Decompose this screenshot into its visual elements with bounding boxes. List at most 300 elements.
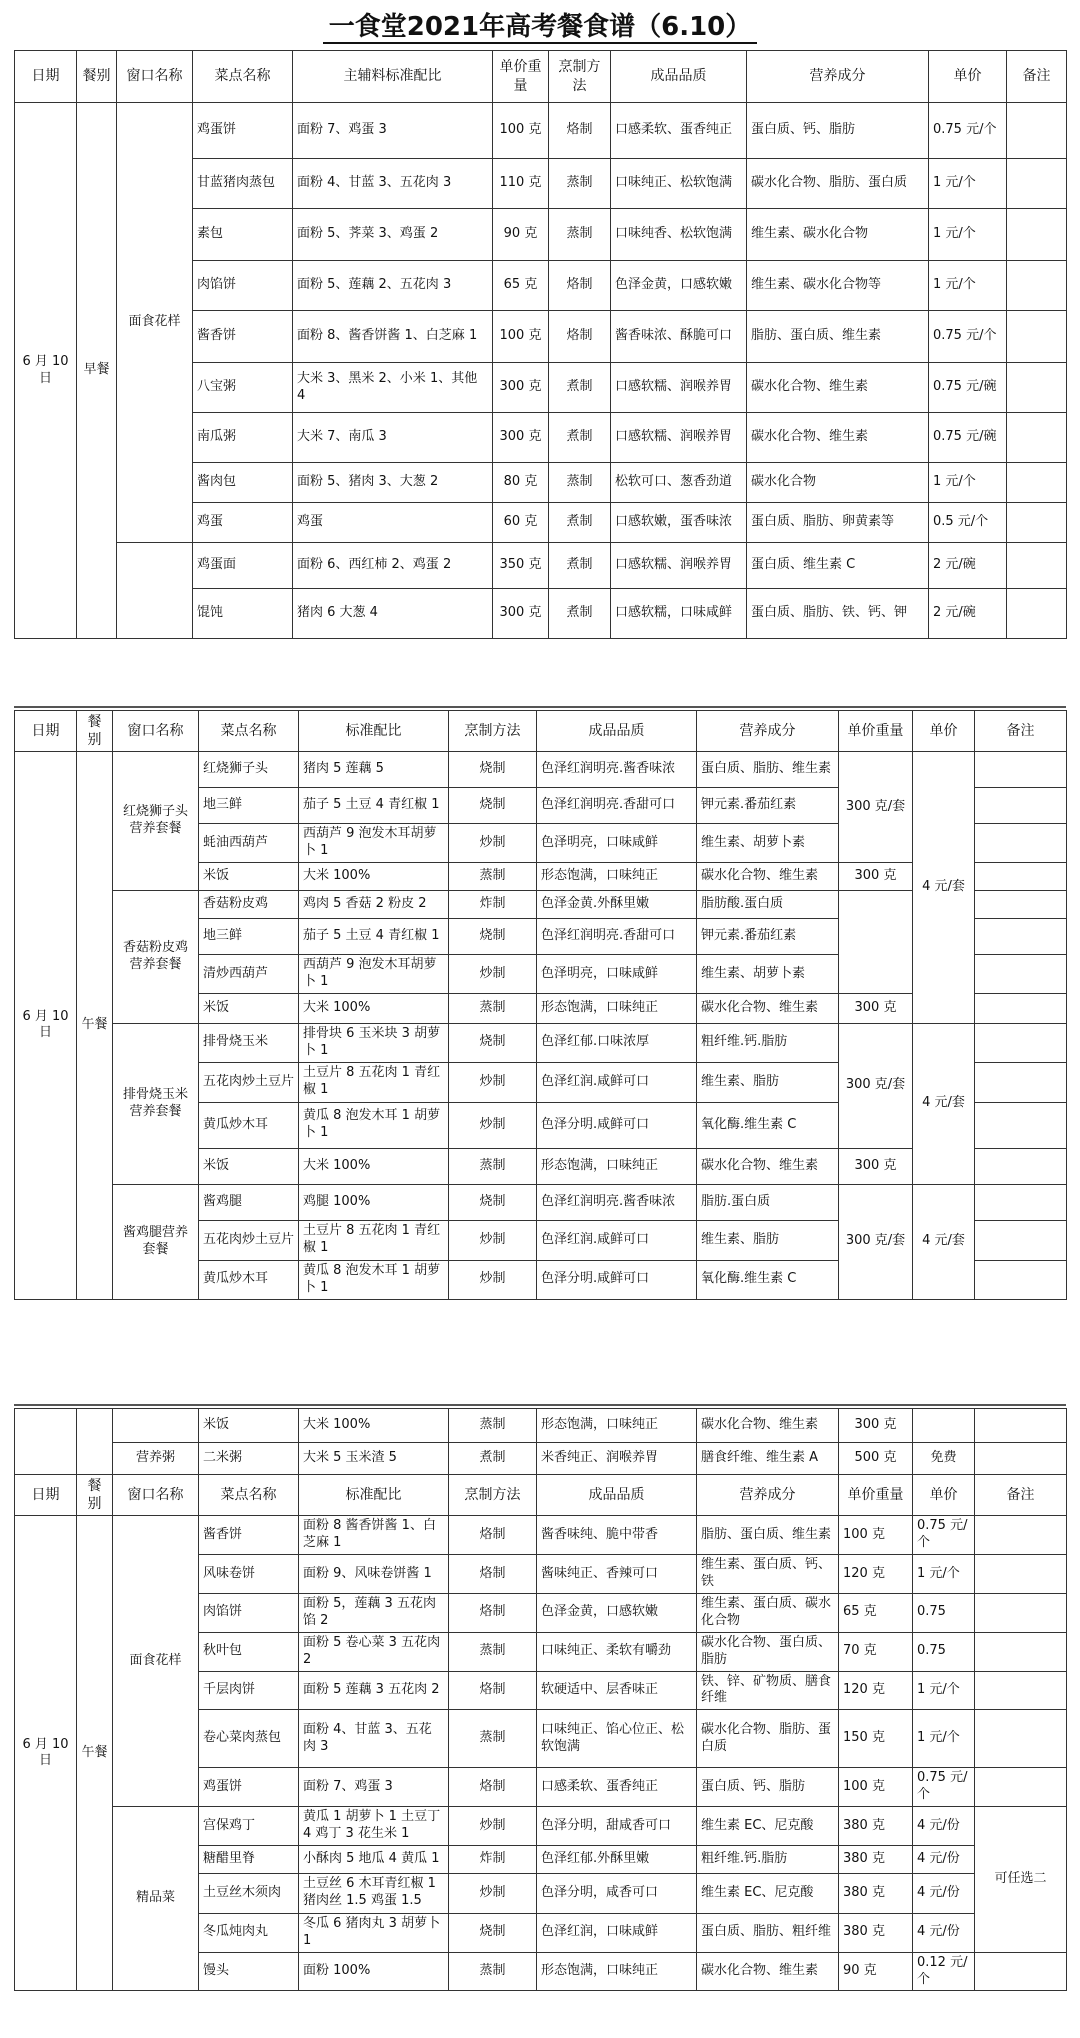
price: 0.75 元/个 <box>913 1768 975 1807</box>
dish-name: 秋叶包 <box>199 1632 299 1671</box>
remark <box>975 891 1067 919</box>
quality: 口感柔软、蛋香纯正 <box>537 1768 697 1807</box>
cook-method: 蒸制 <box>549 159 611 209</box>
cook-method: 烧制 <box>449 1023 537 1062</box>
column-header: 餐别 <box>77 51 117 103</box>
quality: 形态饱满，口味纯正 <box>537 1409 697 1443</box>
dish-name: 千层肉饼 <box>199 1671 299 1710</box>
column-header: 营养成分 <box>697 711 839 752</box>
weight: 150 克 <box>839 1710 913 1768</box>
remark <box>975 1443 1067 1475</box>
ingredients: 面粉 9、风味卷饼酱 1 <box>299 1555 449 1594</box>
nutrition: 维生素、碳水化合物等 <box>747 261 929 311</box>
weight: 70 克 <box>839 1632 913 1671</box>
dish-name: 米饭 <box>199 863 299 891</box>
nutrition: 铁、锌、矿物质、膳食纤维 <box>697 1671 839 1710</box>
dish-name: 肉馅饼 <box>199 1593 299 1632</box>
dish-name: 清炒西葫芦 <box>199 955 299 994</box>
window-cell: 精品菜 <box>113 1807 199 1991</box>
cook-method: 烧制 <box>449 1184 537 1220</box>
remark <box>1007 209 1067 261</box>
remark <box>975 1710 1067 1768</box>
cook-method: 煮制 <box>549 589 611 639</box>
weight: 100 克 <box>493 311 549 363</box>
cook-method: 蒸制 <box>449 1952 537 1991</box>
cook-method: 蒸制 <box>449 993 537 1023</box>
quality: 色泽明亮，口味咸鲜 <box>537 824 697 863</box>
table-row <box>15 1184 1067 1220</box>
ingredients: 大米 100% <box>299 993 449 1023</box>
nutrition: 脂肪、蛋白质、维生素 <box>747 311 929 363</box>
quality: 色泽金黄.外酥里嫩 <box>537 891 697 919</box>
lunch-set-table <box>14 710 1067 1300</box>
quality: 口感软糯、润喉养胃 <box>611 413 747 463</box>
remark <box>975 1023 1067 1062</box>
dish-name: 香菇粉皮鸡 <box>199 891 299 919</box>
price: 0.75 <box>913 1593 975 1632</box>
cook-method: 蒸制 <box>549 463 611 503</box>
cook-method: 炒制 <box>449 1807 537 1846</box>
cook-method: 烙制 <box>449 1516 537 1555</box>
price: 0.75 元/个 <box>929 103 1007 159</box>
ingredients: 猪肉 5 莲藕 5 <box>299 752 449 788</box>
remark <box>1007 503 1067 543</box>
column-header: 日期 <box>15 711 77 752</box>
column-header: 备注 <box>975 711 1067 752</box>
table-row <box>15 1807 1067 1846</box>
weight: 300 克 <box>839 1409 913 1443</box>
nutrition: 碳水化合物、维生素 <box>697 863 839 891</box>
column-header: 菜点名称 <box>199 1475 299 1516</box>
nutrition: 钾元素.番茄红素 <box>697 919 839 955</box>
cook-method: 炒制 <box>449 824 537 863</box>
table-row <box>15 1516 1067 1555</box>
column-header: 单价 <box>929 51 1007 103</box>
column-header: 单价重量 <box>839 1475 913 1516</box>
dish-name: 米饭 <box>199 1148 299 1184</box>
column-header: 窗口名称 <box>117 51 193 103</box>
column-header: 主辅料标准配比 <box>293 51 493 103</box>
column-header: 单价重量 <box>493 51 549 103</box>
quality: 软硬适中、层香味正 <box>537 1671 697 1710</box>
price: 0.5 元/个 <box>929 503 1007 543</box>
remark <box>975 919 1067 955</box>
dish-name: 馒头 <box>199 1952 299 1991</box>
remark <box>1007 589 1067 639</box>
column-header: 成品品质 <box>537 1475 697 1516</box>
ingredients: 大米 100% <box>299 1409 449 1443</box>
cook-method: 炒制 <box>449 955 537 994</box>
meal-cell: 早餐 <box>77 103 117 639</box>
section-divider <box>14 1404 1066 1406</box>
ingredients: 大米 5 玉米渣 5 <box>299 1443 449 1475</box>
column-header: 营养成分 <box>697 1475 839 1516</box>
ingredients: 面粉 5 卷心菜 3 五花肉 2 <box>299 1632 449 1671</box>
ingredients: 土豆片 8 五花肉 1 青红椒 1 <box>299 1220 449 1260</box>
table-row <box>15 1409 1067 1443</box>
remark <box>975 863 1067 891</box>
price: 0.75 元/个 <box>913 1516 975 1555</box>
nutrition: 碳水化合物、维生素 <box>747 363 929 413</box>
remark <box>975 1632 1067 1671</box>
cook-method: 烙制 <box>449 1768 537 1807</box>
dish-name: 酱香饼 <box>193 311 293 363</box>
remark <box>975 1184 1067 1220</box>
dish-name: 蚝油西葫芦 <box>199 824 299 863</box>
page-title: 一食堂2021年高考餐食谱（6.10） <box>0 6 1080 43</box>
quality: 色泽红润，口味咸鲜 <box>537 1913 697 1952</box>
date-cell: 6 月 10 日 <box>15 1516 77 1991</box>
quality: 形态饱满，口味纯正 <box>537 1148 697 1184</box>
window-cell: 排骨烧玉米营养套餐 <box>113 1023 199 1184</box>
weight: 65 克 <box>493 261 549 311</box>
nutrition: 碳水化合物、维生素 <box>747 413 929 463</box>
window-cell: 面食花样 <box>117 103 193 543</box>
column-header: 餐别 <box>77 711 113 752</box>
cook-method: 蒸制 <box>449 863 537 891</box>
quality: 松软可口、葱香劲道 <box>611 463 747 503</box>
ingredients: 猪肉 6 大葱 4 <box>293 589 493 639</box>
table-row <box>15 1023 1067 1062</box>
dish-name: 地三鲜 <box>199 919 299 955</box>
quality: 形态饱满，口味纯正 <box>537 863 697 891</box>
cook-method: 蒸制 <box>449 1632 537 1671</box>
price: 4 元/份 <box>913 1873 975 1913</box>
quality: 酱味纯正、香辣可口 <box>537 1555 697 1594</box>
window-cell <box>113 1409 199 1443</box>
table-header-row <box>15 1475 1067 1516</box>
weight: 65 克 <box>839 1593 913 1632</box>
nutrition: 蛋白质、脂肪、粗纤维 <box>697 1913 839 1952</box>
dish-name: 冬瓜炖肉丸 <box>199 1913 299 1952</box>
column-header: 备注 <box>975 1475 1067 1516</box>
quality: 米香纯正、润喉养胃 <box>537 1443 697 1475</box>
remark <box>975 1952 1067 1991</box>
nutrition: 粗纤维.钙.脂肪 <box>697 1845 839 1873</box>
nutrition: 蛋白质、脂肪、卵黄素等 <box>747 503 929 543</box>
cook-method: 烙制 <box>449 1593 537 1632</box>
dish-name: 黄瓜炒木耳 <box>199 1260 299 1299</box>
set-price: 4 元/套 <box>913 1184 975 1299</box>
cook-method: 烙制 <box>449 1671 537 1710</box>
nutrition: 钾元素.番茄红素 <box>697 788 839 824</box>
nutrition: 碳水化合物、脂肪、蛋白质 <box>697 1710 839 1768</box>
quality: 酱香味纯、脆中带香 <box>537 1516 697 1555</box>
dish-name: 地三鲜 <box>199 788 299 824</box>
window-cell: 酱鸡腿营养套餐 <box>113 1184 199 1299</box>
price: 1 元/个 <box>929 261 1007 311</box>
quality: 口感软糯、润喉养胃 <box>611 363 747 413</box>
meal-cell <box>77 1409 113 1475</box>
quality: 色泽红郁.口味浓厚 <box>537 1023 697 1062</box>
remark <box>975 1102 1067 1148</box>
nutrition: 蛋白质、钙、脂肪 <box>747 103 929 159</box>
cook-method: 煮制 <box>449 1443 537 1475</box>
nutrition: 维生素、胡萝卜素 <box>697 824 839 863</box>
column-header: 窗口名称 <box>113 1475 199 1516</box>
ingredients: 面粉 4、甘蓝 3、五花肉 3 <box>299 1710 449 1768</box>
weight: 110 克 <box>493 159 549 209</box>
price: 1 元/个 <box>913 1671 975 1710</box>
cook-method: 烙制 <box>449 1555 537 1594</box>
ingredients: 面粉 5 莲藕 3 五花肉 2 <box>299 1671 449 1710</box>
column-header: 营养成分 <box>747 51 929 103</box>
dish-name: 糖醋里脊 <box>199 1845 299 1873</box>
price: 1 元/个 <box>913 1555 975 1594</box>
ingredients: 茄子 5 土豆 4 青红椒 1 <box>299 919 449 955</box>
window-cell: 营养粥 <box>113 1443 199 1475</box>
weight: 380 克 <box>839 1845 913 1873</box>
nutrition: 粗纤维.钙.脂肪 <box>697 1023 839 1062</box>
remark <box>1007 363 1067 413</box>
cook-method: 烙制 <box>549 261 611 311</box>
dish-name: 南瓜粥 <box>193 413 293 463</box>
cook-method: 烧制 <box>449 752 537 788</box>
remark <box>1007 103 1067 159</box>
ingredients: 面粉 100% <box>299 1952 449 1991</box>
ingredients: 大米 7、南瓜 3 <box>293 413 493 463</box>
price: 2 元/碗 <box>929 589 1007 639</box>
price: 0.12 元/个 <box>913 1952 975 1991</box>
cook-method: 烧制 <box>449 788 537 824</box>
ingredients: 排骨块 6 玉米块 3 胡萝卜 1 <box>299 1023 449 1062</box>
price: 1 元/个 <box>929 209 1007 261</box>
cook-method: 煮制 <box>549 503 611 543</box>
ingredients: 土豆丝 6 木耳青红椒 1 猪肉丝 1.5 鸡蛋 1.5 <box>299 1873 449 1913</box>
price: 0.75 元/碗 <box>929 413 1007 463</box>
remark <box>975 1768 1067 1807</box>
remark <box>1007 311 1067 363</box>
nutrition: 碳水化合物、维生素 <box>697 1148 839 1184</box>
nutrition: 维生素、脂肪 <box>697 1220 839 1260</box>
set-weight <box>839 891 913 994</box>
quality: 口味纯香、松软饱满 <box>611 209 747 261</box>
remark <box>1007 159 1067 209</box>
dish-name: 二米粥 <box>199 1443 299 1475</box>
dish-name: 酱香饼 <box>199 1516 299 1555</box>
column-header: 标准配比 <box>299 1475 449 1516</box>
dish-name: 鸡蛋面 <box>193 543 293 589</box>
quality: 色泽明亮，口味咸鲜 <box>537 955 697 994</box>
dish-name: 米饭 <box>199 993 299 1023</box>
remark <box>975 1260 1067 1299</box>
quality: 色泽分明，咸香可口 <box>537 1873 697 1913</box>
ingredients: 西葫芦 9 泡发木耳胡萝卜 1 <box>299 824 449 863</box>
remark <box>1007 413 1067 463</box>
ingredients: 面粉 6、西红柿 2、鸡蛋 2 <box>293 543 493 589</box>
date-cell: 6 月 10 日 <box>15 752 77 1299</box>
quality: 酱香味浓、酥脆可口 <box>611 311 747 363</box>
quality: 口感柔软、蛋香纯正 <box>611 103 747 159</box>
nutrition: 碳水化合物、蛋白质、脂肪 <box>697 1632 839 1671</box>
window-cell: 香菇粉皮鸡营养套餐 <box>113 891 199 1024</box>
quality: 色泽分明.咸鲜可口 <box>537 1260 697 1299</box>
date-cell: 6 月 10 日 <box>15 103 77 639</box>
dish-name: 鸡蛋饼 <box>193 103 293 159</box>
price: 0.75 <box>913 1632 975 1671</box>
ingredients: 西葫芦 9 泡发木耳胡萝卜 1 <box>299 955 449 994</box>
nutrition: 氧化酶.维生素 C <box>697 1260 839 1299</box>
ingredients: 黄瓜 1 胡萝卜 1 土豆丁 4 鸡丁 3 花生米 1 <box>299 1807 449 1846</box>
cook-method: 煮制 <box>549 413 611 463</box>
weight: 120 克 <box>839 1555 913 1594</box>
weight: 100 克 <box>493 103 549 159</box>
weight: 120 克 <box>839 1671 913 1710</box>
remark <box>975 1516 1067 1555</box>
column-header: 成品品质 <box>611 51 747 103</box>
cook-method: 煮制 <box>549 543 611 589</box>
ingredients: 鸡肉 5 香菇 2 粉皮 2 <box>299 891 449 919</box>
dish-name: 五花肉炒土豆片 <box>199 1220 299 1260</box>
price: 0.75 元/碗 <box>929 363 1007 413</box>
dish-name: 八宝粥 <box>193 363 293 413</box>
dish-name: 馄饨 <box>193 589 293 639</box>
rice-weight: 300 克 <box>839 1148 913 1184</box>
quality: 口感软糯，口味咸鲜 <box>611 589 747 639</box>
quality: 色泽分明，甜咸香可口 <box>537 1807 697 1846</box>
remark <box>975 752 1067 788</box>
weight: 60 克 <box>493 503 549 543</box>
nutrition: 碳水化合物、维生素 <box>697 1952 839 1991</box>
nutrition: 氧化酶.维生素 C <box>697 1102 839 1148</box>
cook-method: 蒸制 <box>449 1148 537 1184</box>
cook-method: 炒制 <box>449 1260 537 1299</box>
dish-name: 甘蓝猪肉蒸包 <box>193 159 293 209</box>
quality: 色泽金黄，口感软嫩 <box>537 1593 697 1632</box>
nutrition: 碳水化合物、维生素 <box>697 993 839 1023</box>
meal-cell: 午餐 <box>77 752 113 1299</box>
nutrition: 蛋白质、脂肪、铁、钙、钾 <box>747 589 929 639</box>
cook-method: 炒制 <box>449 1102 537 1148</box>
ingredients: 小酥肉 5 地瓜 4 黄瓜 1 <box>299 1845 449 1873</box>
remark <box>975 1220 1067 1260</box>
window-cell: 红烧狮子头营养套餐 <box>113 752 199 891</box>
breakfast-table <box>14 50 1067 639</box>
quality: 口味纯正、松软饱满 <box>611 159 747 209</box>
cook-method: 炸制 <box>449 891 537 919</box>
cook-method: 蒸制 <box>549 209 611 261</box>
dish-name: 宫保鸡丁 <box>199 1807 299 1846</box>
ingredients: 面粉 8、酱香饼酱 1、白芝麻 1 <box>293 311 493 363</box>
weight: 100 克 <box>839 1516 913 1555</box>
weight: 300 克 <box>493 589 549 639</box>
cook-method: 炒制 <box>449 1062 537 1102</box>
weight: 80 克 <box>493 463 549 503</box>
set-weight: 300 克/套 <box>839 752 913 863</box>
set-price: 4 元/套 <box>913 752 975 1024</box>
cook-method: 烧制 <box>449 1913 537 1952</box>
remark <box>975 1593 1067 1632</box>
remark-note: 可任选二 <box>975 1807 1067 1953</box>
ingredients: 面粉 4、甘蓝 3、五花肉 3 <box>293 159 493 209</box>
ingredients: 大米 100% <box>299 863 449 891</box>
quality: 口感软嫩，蛋香味浓 <box>611 503 747 543</box>
nutrition: 维生素、脂肪 <box>697 1062 839 1102</box>
ingredients: 大米 100% <box>299 1148 449 1184</box>
dish-name: 鸡蛋饼 <box>199 1768 299 1807</box>
quality: 色泽红润.咸鲜可口 <box>537 1062 697 1102</box>
dish-name: 五花肉炒土豆片 <box>199 1062 299 1102</box>
ingredients: 面粉 7、鸡蛋 3 <box>299 1768 449 1807</box>
ingredients: 面粉 5，莲藕 3 五花肉馅 2 <box>299 1593 449 1632</box>
weight: 90 克 <box>493 209 549 261</box>
ingredients: 面粉 5、猪肉 3、大葱 2 <box>293 463 493 503</box>
price: 1 元/个 <box>929 159 1007 209</box>
dish-name: 卷心菜肉蒸包 <box>199 1710 299 1768</box>
price: 0.75 元/个 <box>929 311 1007 363</box>
nutrition: 碳水化合物、维生素 <box>697 1409 839 1443</box>
table-header-row <box>15 711 1067 752</box>
remark <box>975 824 1067 863</box>
column-header: 标准配比 <box>299 711 449 752</box>
remark <box>975 1062 1067 1102</box>
remark <box>975 1555 1067 1594</box>
column-header: 餐别 <box>77 1475 113 1516</box>
cook-method: 烙制 <box>549 103 611 159</box>
nutrition: 维生素、碳水化合物 <box>747 209 929 261</box>
quality: 形态饱满，口味纯正 <box>537 1952 697 1991</box>
ingredients: 茄子 5 土豆 4 青红椒 1 <box>299 788 449 824</box>
remark <box>975 788 1067 824</box>
quality: 色泽红润明亮.酱香味浓 <box>537 752 697 788</box>
weight: 300 克 <box>493 413 549 463</box>
nutrition: 维生素 EC、尼克酸 <box>697 1873 839 1913</box>
table-header-row <box>15 51 1067 103</box>
weight: 350 克 <box>493 543 549 589</box>
column-header: 日期 <box>15 1475 77 1516</box>
ingredients: 面粉 7、鸡蛋 3 <box>293 103 493 159</box>
price: 2 元/碗 <box>929 543 1007 589</box>
column-header: 备注 <box>1007 51 1067 103</box>
quality: 形态饱满，口味纯正 <box>537 993 697 1023</box>
quality: 色泽红郁.外酥里嫩 <box>537 1845 697 1873</box>
nutrition: 维生素、胡萝卜素 <box>697 955 839 994</box>
column-header: 烹制方法 <box>449 711 537 752</box>
quality: 色泽分明.咸鲜可口 <box>537 1102 697 1148</box>
rice-weight: 300 克 <box>839 863 913 891</box>
price <box>913 1409 975 1443</box>
section-divider <box>14 706 1066 708</box>
nutrition: 脂肪酸.蛋白质 <box>697 891 839 919</box>
price: 4 元/份 <box>913 1913 975 1952</box>
column-header: 菜点名称 <box>199 711 299 752</box>
dish-name: 米饭 <box>199 1409 299 1443</box>
ingredients: 鸡腿 100% <box>299 1184 449 1220</box>
quality: 口味纯正、馅心位正、松软饱满 <box>537 1710 697 1768</box>
ingredients: 面粉 5、莲藕 2、五花肉 3 <box>293 261 493 311</box>
table-row <box>15 543 1067 589</box>
column-header: 日期 <box>15 51 77 103</box>
dish-name: 排骨烧玉米 <box>199 1023 299 1062</box>
ingredients: 冬瓜 6 猪肉丸 3 胡萝卜 1 <box>299 1913 449 1952</box>
weight: 100 克 <box>839 1768 913 1807</box>
cook-method: 蒸制 <box>449 1710 537 1768</box>
quality: 色泽红润明亮.酱香味浓 <box>537 1184 697 1220</box>
column-header: 烹制方法 <box>449 1475 537 1516</box>
cook-method: 炸制 <box>449 1845 537 1873</box>
set-weight: 300 克/套 <box>839 1023 913 1148</box>
remark <box>1007 261 1067 311</box>
ingredients: 面粉 5、荠菜 3、鸡蛋 2 <box>293 209 493 261</box>
remark <box>1007 463 1067 503</box>
remark <box>975 1148 1067 1184</box>
price: 4 元/份 <box>913 1845 975 1873</box>
nutrition: 蛋白质、脂肪、维生素 <box>697 752 839 788</box>
column-header: 烹制方法 <box>549 51 611 103</box>
weight: 380 克 <box>839 1913 913 1952</box>
price: 1 元/个 <box>913 1710 975 1768</box>
quality: 色泽红润.咸鲜可口 <box>537 1220 697 1260</box>
